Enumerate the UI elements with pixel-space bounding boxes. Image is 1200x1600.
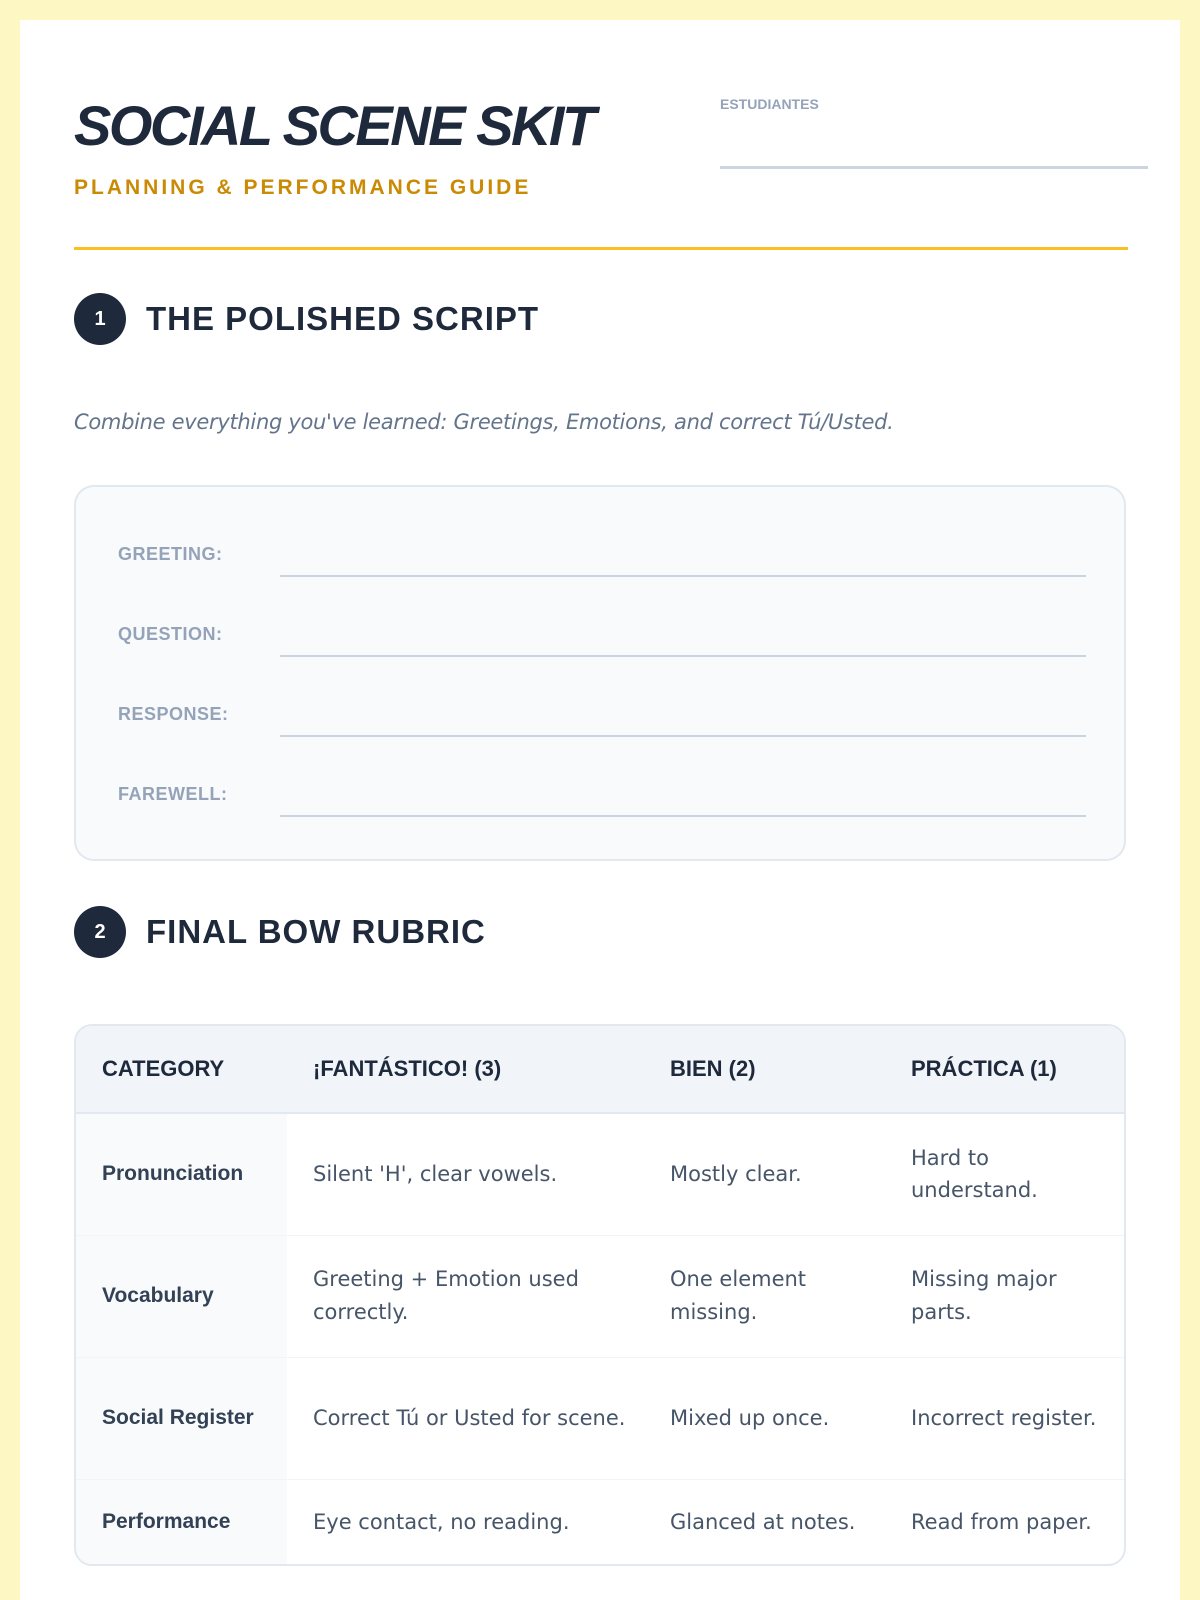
script-field-farewell[interactable]	[118, 765, 1086, 817]
script-field-greeting[interactable]	[118, 525, 1086, 577]
script-field-response[interactable]	[118, 685, 1086, 737]
rubric-category-cell: Social Register	[76, 1357, 287, 1479]
section-1-heading	[74, 292, 539, 346]
section-2-heading	[74, 905, 486, 959]
students-field-label: ESTUDIANTES	[720, 96, 819, 112]
rubric-cell: Incorrect register.	[885, 1357, 1126, 1479]
page-subtitle: PLANNING & PERFORMANCE GUIDE	[74, 176, 532, 199]
worksheet-page	[20, 20, 1180, 1600]
script-field-label: GREETING:	[118, 544, 223, 564]
script-field-question[interactable]	[118, 605, 1086, 657]
section-1-title: THE POLISHED SCRIPT	[146, 300, 540, 337]
header	[74, 80, 1128, 250]
table-row	[76, 1235, 1126, 1357]
section-2-number-badge: 2	[74, 906, 126, 958]
column-header-fantastico: ¡FANTÁSTICO! (3)	[287, 1026, 644, 1113]
script-writing-line[interactable]	[280, 815, 1086, 817]
script-instructions: Combine everything you've learned: Greetings, Emotions, and correct Tú/Usted.	[74, 410, 894, 434]
column-header-category: CATEGORY	[76, 1026, 287, 1113]
script-writing-line[interactable]	[280, 575, 1086, 577]
script-field-label: QUESTION:	[118, 624, 223, 644]
rubric-category-cell: Performance	[76, 1479, 287, 1565]
table-row	[76, 1113, 1126, 1235]
header-divider	[74, 247, 1128, 250]
rubric-cell: Silent 'H', clear vowels.	[287, 1113, 644, 1235]
rubric-cell: Missing major parts.	[885, 1235, 1126, 1357]
script-writing-line[interactable]	[280, 735, 1086, 737]
rubric-table	[74, 1024, 1126, 1566]
script-field-label: FAREWELL:	[118, 784, 228, 804]
rubric-cell: Correct Tú or Usted for scene.	[287, 1357, 644, 1479]
rubric-cell: Mostly clear.	[644, 1113, 885, 1235]
rubric-cell: Eye contact, no reading.	[313, 1509, 570, 1534]
rubric-cell: Mixed up once.	[644, 1357, 885, 1479]
rubric-cell: Read from paper.	[911, 1509, 1092, 1534]
rubric-cell: Glanced at notes.	[670, 1509, 856, 1534]
table-row	[76, 1357, 1126, 1479]
rubric-category-cell: Vocabulary	[76, 1235, 287, 1357]
rubric-cell: Greeting + Emotion used correctly.	[287, 1235, 644, 1357]
page-title: SOCIAL SCENE SKIT	[74, 94, 594, 157]
rubric-header-row	[76, 1026, 1126, 1113]
script-box	[74, 485, 1126, 861]
rubric-cell: One element missing.	[644, 1235, 885, 1357]
rubric-category-cell: Pronunciation	[76, 1113, 287, 1235]
rubric-cell: Hard to understand.	[885, 1113, 1126, 1235]
script-field-label: RESPONSE:	[118, 704, 229, 724]
section-1-number-badge: 1	[74, 293, 126, 345]
students-field-line[interactable]	[720, 166, 1148, 169]
column-header-bien: BIEN (2)	[644, 1026, 885, 1113]
table-row	[76, 1479, 1126, 1565]
section-2-title: FINAL BOW RUBRIC	[146, 913, 486, 950]
script-writing-line[interactable]	[280, 655, 1086, 657]
column-header-practica: PRÁCTICA (1)	[885, 1026, 1126, 1113]
